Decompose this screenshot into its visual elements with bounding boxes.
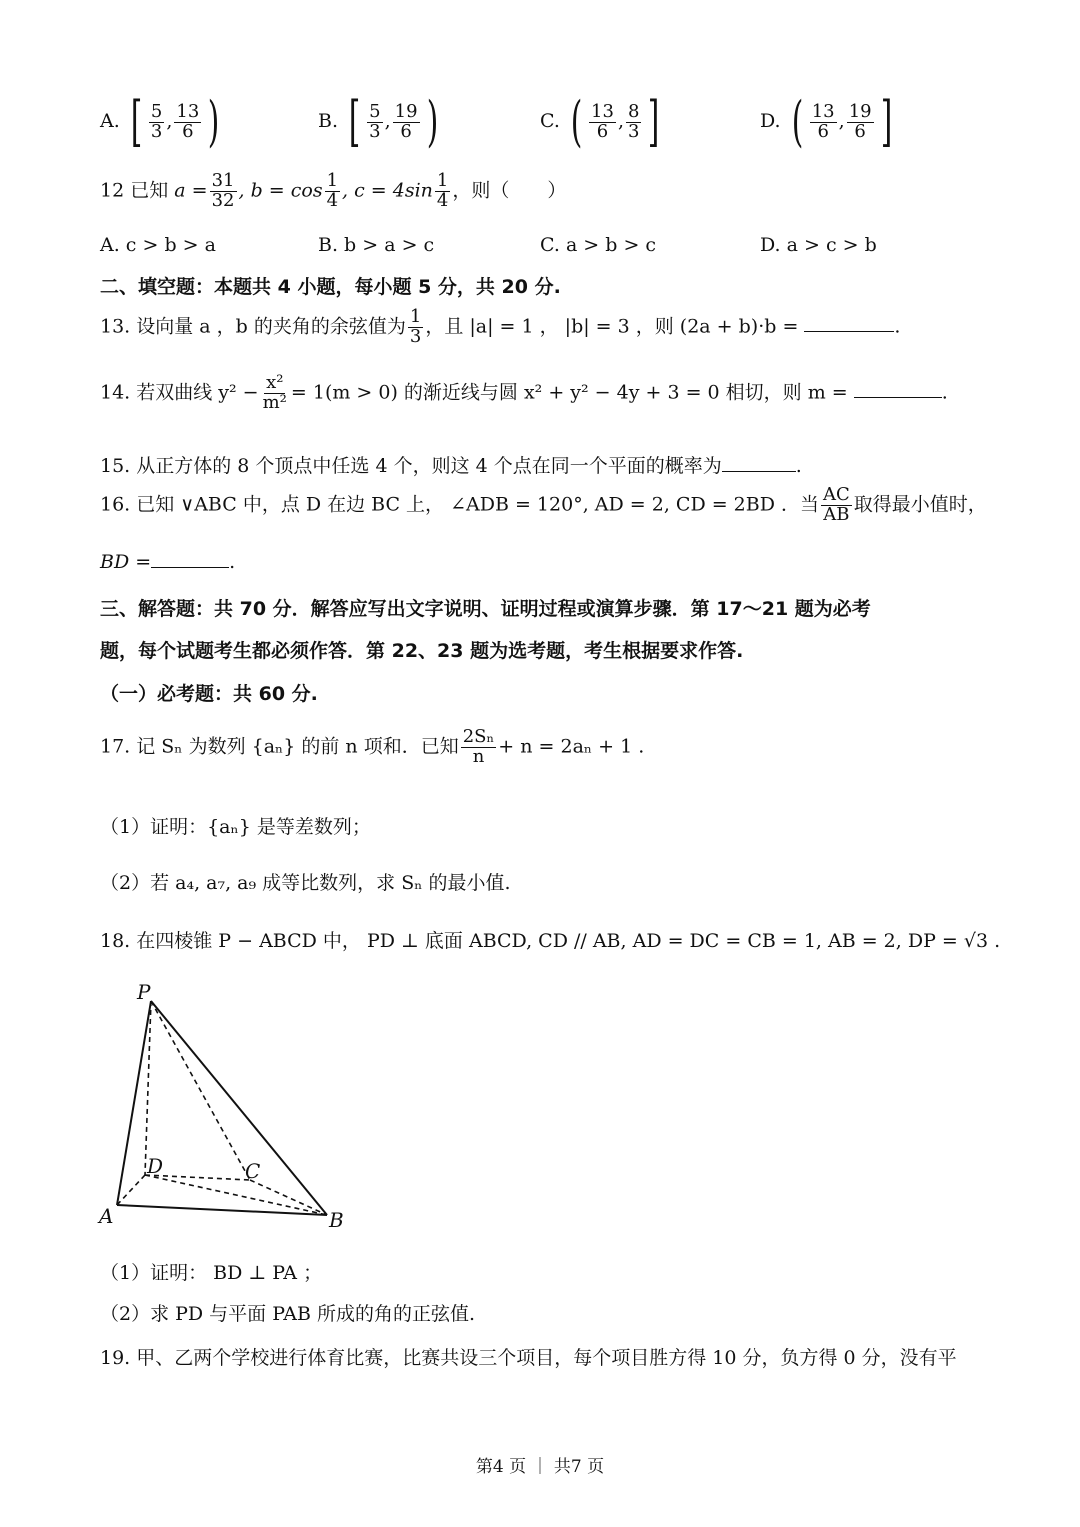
section3-subtitle: （一）必考题：共 60 分. (100, 683, 318, 705)
q16: 16. 已知 ∨ABC 中，点 D 在边 BC 上， ∠ADB = 120°, AD = 2, CD = 2BD ．当 $\frac{AC}{AB}$ 取得最小值时， (100, 484, 987, 525)
q17: 17. 记 Sₙ 为数列 {aₙ} 的前 n 项和．已知 $\frac{\text{2Sₙ}}{n}$ + n = 2aₙ + 1 . (100, 726, 645, 767)
q12-stem: 12 已知 a = $\frac{31}{32}$ , b = cos $\frac{1}{4}$ , c = 4sin $\frac{1}{4}$ ，则（ ） (100, 170, 567, 211)
q11-option-a: A. [ $\frac{5}{3}$ , $\frac{13}{6}$ ) (100, 90, 220, 153)
edge-AB (117, 1205, 327, 1215)
q11-option-b: B. [ $\frac{5}{3}$ , $\frac{19}{6}$ ) (318, 90, 438, 153)
q17-part2: （2）若 a₄, a₇, a₉ 成等比数列，求 Sₙ 的最小值. (100, 872, 511, 894)
edge-CB (250, 1180, 327, 1215)
q18: 18. 在四棱锥 P − ABCD 中， PD ⊥ 底面 ABCD, CD // AB, AD = DC = CB = 1, AB = 2, DP = √3 . (100, 930, 1001, 952)
label-D: D (147, 1154, 164, 1178)
q18-part2: （2）求 PD 与平面 PAB 所成的角的正弦值. (100, 1303, 476, 1325)
q11-option-d: D. ( $\frac{13}{6}$ , $\frac{19}{6}$ ] (760, 90, 892, 153)
q17-part1: （1）证明：{aₙ} 是等差数列； (100, 816, 371, 838)
section3-line1: 三、解答题：共 70 分．解答应写出文字说明、证明过程或演算步骤．第 17～21 题为必考 (100, 598, 871, 620)
q11-option-c: C. ( $\frac{13}{6}$ , $\frac{8}{3}$ ] (540, 90, 660, 153)
page-footer: 第4 页 ｜ 共7 页 (475, 1457, 605, 1477)
label-A: A (99, 1204, 114, 1228)
edge-PB (151, 1001, 327, 1215)
q15: 15. 从正方体的 8 个顶点中任选 4 个，则这 4 个点在同一个平面的概率为 . (100, 455, 802, 477)
edge-PC (151, 1001, 250, 1180)
pyramid-figure (95, 975, 355, 1235)
label-B: B (329, 1208, 344, 1232)
label-P: P (137, 980, 151, 1004)
q19: 19. 甲、乙两个学校进行体育比赛，比赛共设三个项目，每个项目胜方得 10 分，负方得 0 分，没有平 (100, 1347, 957, 1369)
q14: 14. 若双曲线 y² − $\frac{\text{x²}}{\text{m²}}$ = 1(m > 0) 的渐近线与圆 x² + y² − 4y + 3 = 0 相切，则 m = . (100, 372, 948, 413)
q16-answer-blank[interactable] (151, 567, 229, 568)
q13-answer-blank[interactable] (804, 331, 894, 332)
q14-answer-blank[interactable] (854, 397, 942, 398)
q12-option-b: B. b > a > c (318, 234, 435, 256)
q13: 13. 设向量 a ，b 的夹角的余弦值为 $\frac{1}{3}$ ，且 |a| = 1 ， |b| = 3 ，则 (2a + b)·b = . (100, 306, 901, 347)
q12-option-a: A. c > b > a (100, 234, 216, 256)
section2-title: 二、填空题：本题共 4 小题，每小题 5 分，共 20 分. (100, 276, 561, 298)
q12-option-c: C. a > b > c (540, 234, 657, 256)
q15-answer-blank[interactable] (722, 471, 796, 472)
label-C: C (245, 1159, 261, 1183)
section3-line2: 题，每个试题考生都必须作答．第 22、23 题为选考题，考生根据要求作答. (100, 640, 744, 662)
q12-option-d: D. a > c > b (760, 234, 877, 256)
q16-line2: BD = . (100, 551, 236, 573)
q18-part1: （1）证明： BD ⊥ PA ； (100, 1262, 323, 1284)
